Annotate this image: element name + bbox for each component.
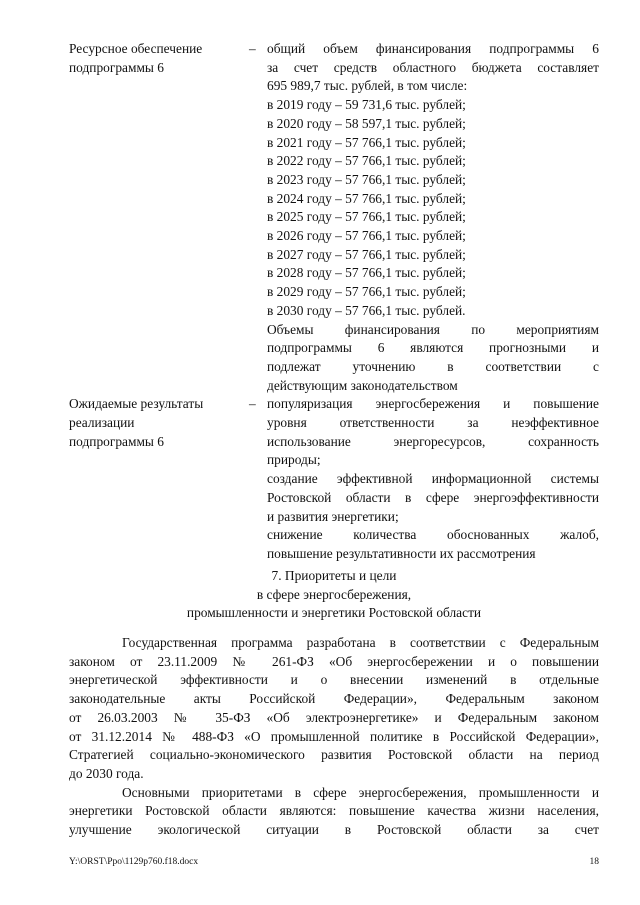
text-line: популяризация энергосбережения и повышение xyxy=(267,396,599,412)
text-line: энергетической эффективности и о внесении изменений в отдельные xyxy=(69,672,599,688)
text-line: улучшение экологической ситуации в Ростовской области за счет xyxy=(69,822,599,838)
file-path: Y:\ORST\Ppo\1129p760.f18.docx xyxy=(69,857,199,867)
title-line: 7. Приоритеты и цели xyxy=(271,568,397,583)
text-line: от 26.03.2003 № 35-ФЗ «Об электроэнергетике» и Федеральным законом xyxy=(69,709,599,725)
year-line: в 2024 году – 57 766,1 тыс. рублей; xyxy=(267,190,466,206)
row-dash: – xyxy=(249,41,256,56)
text-line: Ростовской области в сфере энергоэффективности xyxy=(267,489,599,505)
year-line: в 2022 году – 57 766,1 тыс. рублей; xyxy=(267,153,466,169)
label-line: подпрограммы 6 xyxy=(69,59,164,75)
text-line: повышение результативности их рассмотрения xyxy=(267,545,536,561)
year-line: в 2027 году – 57 766,1 тыс. рублей; xyxy=(267,246,466,262)
text-line: законом от 23.11.2009 № 261-ФЗ «Об энергосбережении и о повышении xyxy=(69,653,599,669)
year-line: в 2021 году – 57 766,1 тыс. рублей; xyxy=(267,134,466,150)
paragraph xyxy=(69,634,599,784)
year-line: в 2023 году – 57 766,1 тыс. рублей; xyxy=(267,171,466,187)
label-line: Ресурсное обеспечение xyxy=(69,41,203,56)
row-value xyxy=(267,395,599,563)
text-line: действующим законодательством xyxy=(267,377,458,393)
text-line: до 2030 года. xyxy=(69,765,144,781)
year-line: в 2026 году – 57 766,1 тыс. рублей; xyxy=(267,228,466,244)
passport-table xyxy=(69,40,599,564)
page-footer xyxy=(69,856,599,868)
section-title xyxy=(69,567,599,623)
row-label xyxy=(69,395,249,563)
label-line: подпрограммы 6 xyxy=(69,433,164,449)
text-line: Объемы финансирования по мероприятиям xyxy=(267,321,599,337)
title-line: в сфере энергосбережения, xyxy=(256,586,412,602)
title-line: промышленности и энергетики Ростовской области xyxy=(186,605,482,621)
year-line: в 2025 году – 57 766,1 тыс. рублей; xyxy=(267,209,466,225)
text-line: уровня ответственности за неэффективное xyxy=(267,415,599,431)
page-number: 18 xyxy=(589,857,599,867)
text-line: энергетики Ростовской области являются: повышение качества жизни населения, xyxy=(69,803,599,819)
text-line: создание эффективной информационной системы xyxy=(267,471,599,487)
body-text xyxy=(69,634,599,840)
paragraph xyxy=(69,784,599,840)
row-label xyxy=(69,40,249,395)
text-line: от 31.12.2014 № 488-ФЗ «О промышленной политике в Российской Федерации», xyxy=(69,728,599,744)
year-line: в 2029 году – 57 766,1 тыс. рублей; xyxy=(267,284,466,300)
year-line: в 2030 году – 57 766,1 тыс. рублей. xyxy=(267,302,466,318)
label-line: реализации xyxy=(69,415,135,431)
text-line: Стратегией социально-экономического развития Ростовской области на период xyxy=(69,747,599,763)
label-line: Ожидаемые результаты xyxy=(69,396,204,412)
text-line: использование энергоресурсов, сохранность xyxy=(267,433,599,449)
row-value xyxy=(267,40,599,395)
year-line: в 2028 году – 57 766,1 тыс. рублей; xyxy=(267,265,466,281)
text-line: и развития энергетики; xyxy=(267,508,399,524)
text-line: общий объем финансирования подпрограммы 6 xyxy=(267,41,599,56)
row-dash: – xyxy=(249,396,256,412)
text-line: 695 989,7 тыс. рублей, в том числе: xyxy=(267,78,468,94)
text-line: снижение количества обоснованных жалоб, xyxy=(267,527,599,543)
passport-row-results xyxy=(69,395,599,563)
year-line: в 2019 году – 59 731,6 тыс. рублей; xyxy=(267,97,466,113)
text-line: подпрограммы 6 являются прогнозными и xyxy=(267,340,599,356)
text-line: Государственная программа разработана в соответствии с Федеральным xyxy=(122,635,599,650)
year-line: в 2020 году – 58 597,1 тыс. рублей; xyxy=(267,115,466,131)
text-line: законодательные акты Российской Федерации», Федеральным законом xyxy=(69,691,599,707)
text-line: Основными приоритетами в сфере энергосбережения, промышленности и xyxy=(122,784,599,800)
text-line: подлежат уточнению в соответствии с xyxy=(267,358,599,374)
text-line: за счет средств областного бюджета составляет xyxy=(267,59,599,75)
text-line: природы; xyxy=(267,452,321,468)
passport-row-resources xyxy=(69,40,599,395)
